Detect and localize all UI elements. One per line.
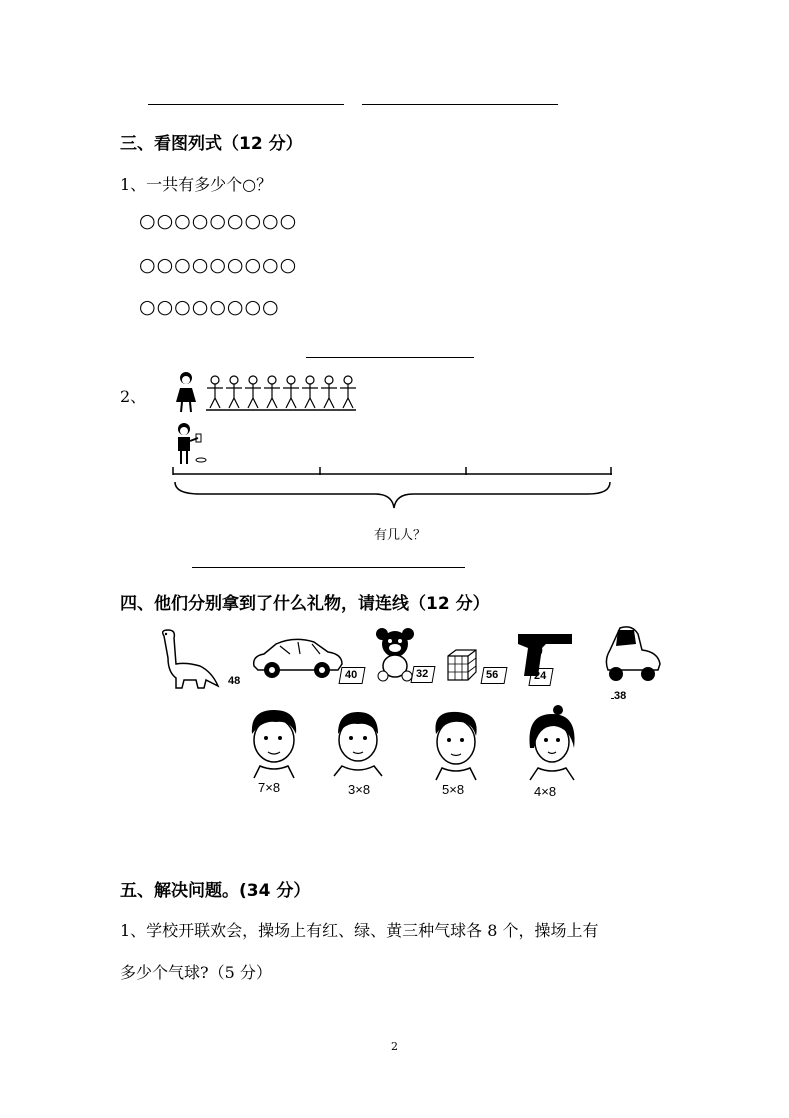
page-number: 2 — [391, 1040, 398, 1053]
price-dash — [611, 698, 614, 699]
answer-line — [192, 567, 465, 568]
answer-line — [306, 357, 474, 358]
answer-line — [362, 104, 558, 105]
gift-price: 56 — [486, 669, 499, 681]
boy-1-face-icon — [246, 706, 302, 778]
boy-3-face-icon — [426, 708, 484, 780]
child-expression: 7×8 — [258, 780, 281, 795]
girl-face-icon — [524, 704, 580, 780]
circle-row: ○○○○○○○○○ — [139, 254, 298, 276]
child-expression: 5×8 — [442, 782, 465, 797]
section-4-heading: 四、他们分别拿到了什么礼物，请连线（12 分） — [120, 594, 490, 614]
child-expression: 4×8 — [534, 784, 557, 799]
paper-people-chain-icon — [206, 374, 356, 412]
teddy-bear-icon — [374, 626, 416, 682]
circle-row: ○○○○○○○○ — [139, 296, 280, 318]
girl-figure-icon — [172, 370, 202, 414]
rubik-cube-icon — [446, 648, 478, 682]
question-2-label: 有几人？ — [374, 528, 427, 543]
gift-price: 40 — [345, 669, 358, 681]
gift-price: 38 — [614, 690, 627, 702]
gift-price: 32 — [416, 668, 429, 680]
question-text: 1、学校开联欢会，操场上有红、绿、黄三种气球各 8 个，操场上有 — [120, 921, 599, 940]
dinosaur-icon — [156, 628, 222, 692]
roller-skate-icon — [602, 624, 664, 684]
circle-row: ○○○○○○○○○ — [139, 210, 298, 232]
gift-price: 48 — [228, 675, 241, 687]
boy-figure-icon — [172, 422, 210, 466]
question-1-prompt: 1、一共有多少个○？ — [120, 175, 273, 194]
gift-price: 24 — [534, 670, 547, 682]
child-expression: 3×8 — [348, 782, 371, 797]
question-text: 多少个气球?（5 分） — [120, 963, 272, 982]
toy-car-icon — [250, 632, 346, 682]
segment-line-diagram — [170, 462, 616, 518]
boy-2-face-icon — [330, 708, 386, 778]
section-3-heading: 三、看图列式（12 分） — [120, 134, 303, 154]
answer-line — [148, 104, 344, 105]
question-2-number: 2、 — [120, 387, 147, 406]
section-5-heading: 五、解决问题。(34 分） — [120, 881, 311, 901]
